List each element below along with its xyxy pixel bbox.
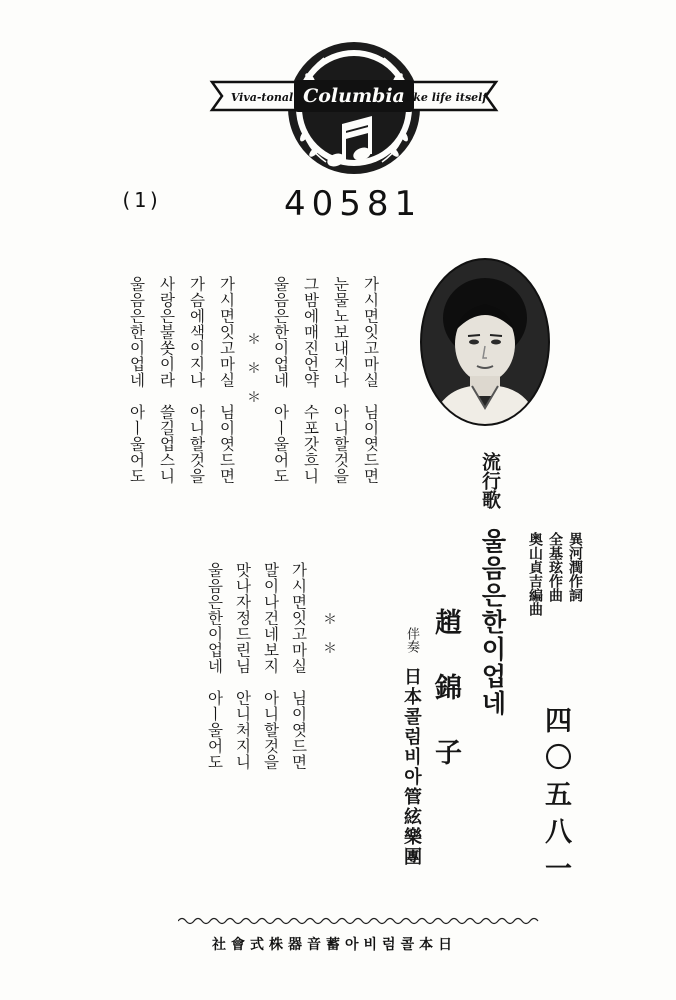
lyric-line: 가슴에색이지나 아니할것을 [187, 276, 206, 484]
right-banner-text: like life itself [404, 91, 488, 104]
brand-name: Columbia [303, 85, 405, 107]
credit-name: 全基玹 [547, 532, 563, 574]
lyric-line: 말이나건네보지 아니할것을 [261, 562, 280, 770]
lyric-line: 울음은한이업네 아ㅣ울어도 [127, 276, 146, 484]
catalog-number-kanji: 四〇五八一 [540, 706, 571, 891]
lyric-line: 맛나자정드린님 안니처지니 [233, 562, 252, 770]
accompaniment: 日本콜럼비아管絃樂團 [401, 667, 422, 867]
singer-name: 趙錦子 [430, 608, 461, 803]
credit-role: 編曲 [527, 588, 543, 616]
footer-wavy-rule [178, 916, 540, 926]
lyric-line: 가시면잇고마실 님이엿드면 [217, 276, 236, 484]
credit-name: 奥山貞吉 [527, 532, 543, 588]
credit-name: 異河潤 [567, 532, 583, 574]
lyric-line: 울음은한이업네 아ㅣ울어도 [205, 562, 224, 770]
lyric-line: 사랑은불쏫이라 쓸길업스니 [157, 276, 176, 484]
credit-role: 作詞 [567, 574, 583, 602]
lyric-line: 그밤에매진언약 수포갓흐니 [301, 276, 320, 484]
verse-separator: ＊ ＊ ＊ [245, 332, 261, 405]
accompaniment-label: 伴奏 [404, 627, 419, 653]
lyric-line: 가시면잇고마실 님이엿드면 [289, 562, 308, 770]
columbia-logo [206, 38, 502, 208]
lyric-line: 눈물노보내지나 아니할것을 [331, 276, 350, 484]
left-banner-text: Viva-tonal [230, 91, 294, 104]
lyric-line: 가시면잇고마실 님이엿드면 [361, 276, 380, 484]
song-title: 울음은한이업네 [478, 528, 507, 717]
verse-separator: ＊ ＊ [321, 612, 337, 656]
credit-role: 作曲 [547, 574, 563, 602]
publisher-footer: 社會式株器音蓄아비럼콜本日 [212, 937, 458, 953]
series-number: (1) [120, 188, 163, 212]
catalog-number: 40581 [284, 184, 423, 224]
singer-portrait [420, 258, 550, 426]
genre-label: 流行歌 [479, 452, 501, 509]
lyric-line: 울음은한이업네 아ㅣ울어도 [271, 276, 290, 484]
credit-arranger [528, 500, 556, 616]
